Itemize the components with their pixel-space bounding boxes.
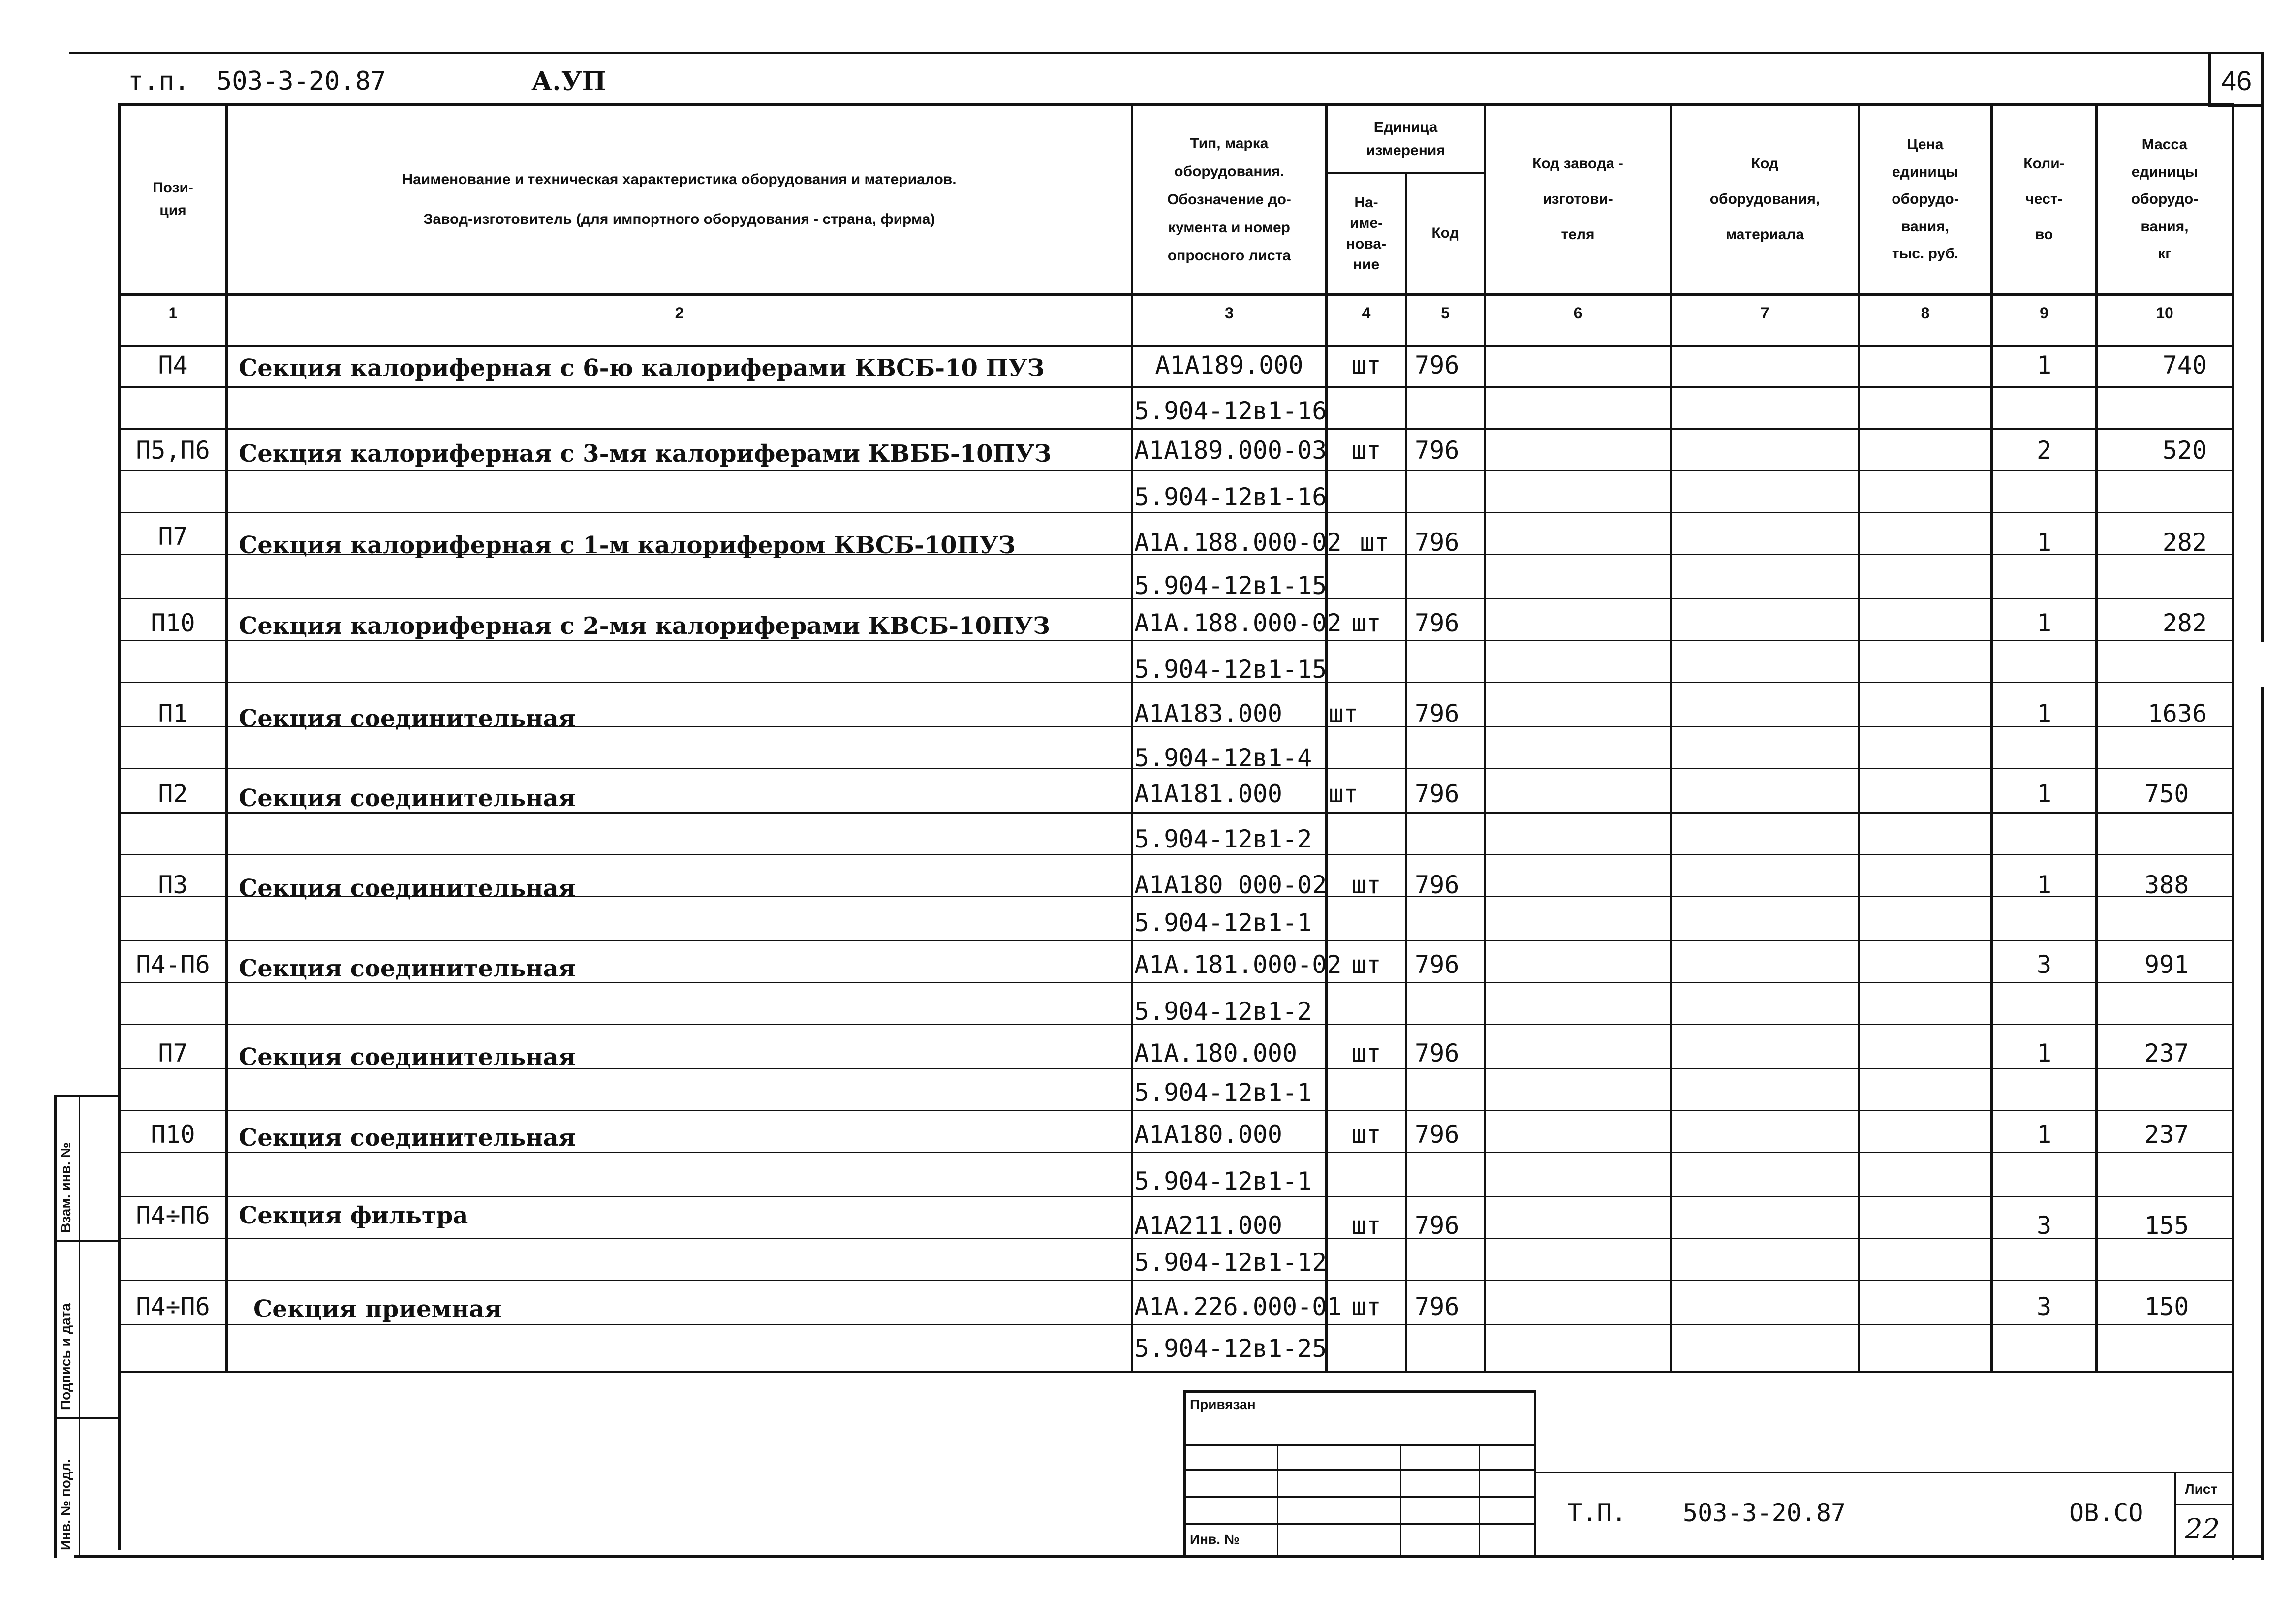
row-unit-code: 796 bbox=[1415, 436, 1459, 465]
page-number: 46 bbox=[2221, 64, 2252, 96]
row-sep bbox=[118, 1280, 2234, 1281]
row-quantity: 1 bbox=[2036, 1039, 2052, 1067]
row-position: П4÷П6 bbox=[136, 1201, 210, 1230]
header-type-line: Тип, марка bbox=[1190, 135, 1269, 152]
row-sep bbox=[118, 470, 2234, 471]
row-position: П7 bbox=[158, 522, 188, 551]
col-divider-9 bbox=[2095, 103, 2098, 1372]
header-maker-code bbox=[1486, 106, 1670, 293]
row-name: Секция соединительная bbox=[239, 875, 576, 902]
row-sep bbox=[118, 386, 2234, 388]
page-number-box-left bbox=[2208, 52, 2211, 106]
column-number: 6 bbox=[1573, 304, 1582, 322]
header-type-line: опросного листа bbox=[1167, 247, 1291, 264]
row-type: А1А189.000 bbox=[1155, 351, 1303, 379]
row-unit: шт bbox=[1329, 780, 1359, 808]
row-mass: 282 bbox=[2162, 528, 2207, 557]
header-type-line: Обозначение до- bbox=[1167, 191, 1291, 208]
header-unit-group-line: измерения bbox=[1366, 142, 1445, 158]
row-name: Секция калориферная с 2-мя калориферами КВСБ-10ПУЗ bbox=[239, 612, 1050, 640]
row-type: А1А180 000-02 bbox=[1134, 871, 1327, 899]
header-unit-group-line: Единица bbox=[1373, 119, 1438, 135]
row-sep bbox=[118, 512, 2234, 513]
header-position-line: Пози- bbox=[153, 179, 193, 196]
side-signature-label: Подпись и дата bbox=[58, 1303, 73, 1410]
row-quantity: 3 bbox=[2036, 1292, 2052, 1321]
row-unit-code: 796 bbox=[1415, 351, 1459, 379]
row-type: А1А211.000 bbox=[1134, 1211, 1283, 1240]
row-quantity: 1 bbox=[2036, 528, 2052, 557]
header-unit-name-line: ние bbox=[1353, 256, 1380, 273]
column-number: 7 bbox=[1760, 304, 1769, 322]
header-unit-name-line: нова- bbox=[1346, 235, 1387, 252]
column-number: 5 bbox=[1441, 304, 1450, 322]
row-position: П3 bbox=[158, 871, 188, 899]
col-divider-1 bbox=[225, 103, 228, 1372]
header-equipment-code-line: материала bbox=[1725, 226, 1804, 243]
row-document: 5.904-12в1-2 bbox=[1134, 825, 1312, 853]
row-document: 5.904-12в1-1 bbox=[1134, 909, 1312, 937]
row-mass: 388 bbox=[2144, 871, 2189, 899]
column-number: 3 bbox=[1225, 304, 1234, 322]
series-label: т.п. bbox=[128, 66, 190, 96]
row-unit: шт bbox=[1351, 1120, 1381, 1149]
header-mass-line: единицы bbox=[2131, 163, 2198, 180]
header-position-line: ция bbox=[159, 202, 186, 219]
title-mark: ОВ.СО bbox=[2069, 1499, 2143, 1527]
header-mass-line: оборудо- bbox=[2131, 191, 2199, 208]
title-series-label: Т.П. bbox=[1567, 1499, 1627, 1527]
header-name bbox=[228, 106, 1131, 293]
row-quantity: 3 bbox=[2036, 1211, 2052, 1240]
header-price-line: вания, bbox=[1901, 218, 1950, 235]
row-quantity: 1 bbox=[2036, 699, 2052, 728]
row-mass: 150 bbox=[2144, 1292, 2189, 1321]
column-number: 10 bbox=[2156, 304, 2173, 322]
header-equipment-code-line: оборудования, bbox=[1709, 191, 1820, 207]
row-document: 5.904-12в1-1 bbox=[1134, 1167, 1312, 1195]
row-document: 5.904-12в1-4 bbox=[1134, 744, 1312, 772]
bottom-border bbox=[74, 1555, 2264, 1558]
row-type: А1А189.000-03 bbox=[1134, 436, 1327, 465]
header-unit-name-line: На- bbox=[1354, 194, 1378, 211]
inventory-number-label: Инв. № bbox=[1190, 1532, 1240, 1547]
header-type-line: оборудования. bbox=[1174, 163, 1284, 180]
row-unit: шт bbox=[1351, 351, 1381, 379]
header-equipment-code-line: Код bbox=[1751, 156, 1779, 172]
row-name: Секция соединительная bbox=[239, 955, 576, 982]
row-position: П2 bbox=[158, 780, 188, 808]
row-document: 5.904-12в1-2 bbox=[1134, 997, 1312, 1026]
header-maker-code-line: изготови- bbox=[1543, 191, 1613, 207]
header-quantity bbox=[1993, 106, 2095, 293]
row-unit-code: 796 bbox=[1415, 950, 1459, 979]
right-border-lower bbox=[2261, 687, 2264, 1560]
row-type: А1А.181.000-02 bbox=[1134, 950, 1342, 979]
row-document: 5.904-12в1-16 bbox=[1134, 397, 1327, 425]
row-position: П4÷П6 bbox=[136, 1292, 210, 1321]
row-sep bbox=[118, 940, 2234, 941]
column-number: 9 bbox=[2040, 304, 2048, 322]
row-document: 5.904-12в1-25 bbox=[1134, 1334, 1327, 1363]
column-number: 4 bbox=[1362, 304, 1371, 322]
header-quantity-line: во bbox=[2035, 226, 2053, 243]
series-number: 503-3-20.87 bbox=[217, 66, 386, 96]
album-label: А.УП bbox=[531, 66, 606, 96]
header-price-line: Цена bbox=[1907, 136, 1944, 153]
header-bottom-1 bbox=[118, 293, 2234, 296]
header-unit-code-line: Код bbox=[1431, 225, 1459, 242]
row-name: Секция соединительная bbox=[239, 1124, 576, 1152]
header-unit-name bbox=[1328, 174, 1405, 293]
row-document: 5.904-12в1-15 bbox=[1134, 655, 1327, 684]
row-unit: шт bbox=[1351, 1292, 1381, 1321]
row-mass: 740 bbox=[2162, 351, 2207, 379]
header-price bbox=[1860, 106, 1990, 293]
linked-label: Привязан bbox=[1190, 1397, 1256, 1412]
header-price-line: оборудо- bbox=[1892, 191, 1959, 208]
col-divider-6 bbox=[1670, 103, 1672, 1372]
row-mass: 237 bbox=[2144, 1039, 2189, 1067]
row-name: Секция соединительная bbox=[239, 784, 576, 812]
row-type: А1А181.000 bbox=[1134, 780, 1283, 808]
row-type: А1А.226.000-01 bbox=[1134, 1292, 1342, 1321]
row-position: П5,П6 bbox=[136, 436, 210, 465]
col-divider-3 bbox=[1325, 103, 1328, 1372]
table-end bbox=[118, 1371, 2234, 1373]
header-maker-code-line: теля bbox=[1561, 226, 1595, 243]
header-mass-line: Масса bbox=[2141, 136, 2188, 153]
header-price-line: тыс. руб. bbox=[1892, 246, 1959, 262]
row-mass: 237 bbox=[2144, 1120, 2189, 1149]
row-name: Секция калориферная с 1-м калорифером КВСБ-10ПУЗ bbox=[239, 532, 1016, 559]
row-mass: 1636 bbox=[2147, 699, 2207, 728]
row-document: 5.904-12в1-12 bbox=[1134, 1248, 1327, 1277]
column-number: 2 bbox=[675, 304, 684, 322]
header-quantity-line: чест- bbox=[2025, 191, 2063, 207]
header-quantity-line: Коли- bbox=[2023, 156, 2065, 172]
row-quantity: 1 bbox=[2036, 871, 2052, 899]
row-unit-code: 796 bbox=[1415, 1120, 1459, 1149]
header-unit-name-line: име- bbox=[1349, 215, 1383, 231]
row-mass: 520 bbox=[2162, 436, 2207, 465]
row-name: Секция калориферная с 6-ю калориферами КВСБ-10 ПУЗ bbox=[239, 354, 1045, 382]
header-mass-line: кг bbox=[2158, 246, 2172, 262]
row-position: П4-П6 bbox=[136, 950, 210, 979]
header-mass-line: вания, bbox=[2141, 218, 2189, 235]
header-type bbox=[1133, 106, 1325, 293]
header-unit-group bbox=[1328, 106, 1484, 172]
header-maker-code-line: Код завода - bbox=[1532, 156, 1623, 172]
row-type: А1А.180.000 bbox=[1134, 1039, 1298, 1067]
row-unit: шт bbox=[1351, 1211, 1381, 1240]
row-document: 5.904-12в1-16 bbox=[1134, 483, 1327, 511]
row-unit-code: 796 bbox=[1415, 1292, 1459, 1321]
title-series-number: 503-3-20.87 bbox=[1683, 1499, 1846, 1527]
col-divider-2 bbox=[1131, 103, 1133, 1372]
row-type: А1А.188.000-02 bbox=[1134, 528, 1342, 557]
header-position bbox=[121, 106, 225, 293]
side-inventory-label: Инв. № подл. bbox=[58, 1459, 73, 1550]
row-name: Секция калориферная с 3-мя калориферами КВББ-10ПУЗ bbox=[239, 440, 1052, 468]
header-mass bbox=[2098, 106, 2232, 293]
row-name: Секция фильтра bbox=[239, 1202, 468, 1229]
row-unit-code: 796 bbox=[1415, 1039, 1459, 1067]
row-unit: шт bbox=[1351, 1039, 1381, 1067]
row-mass: 991 bbox=[2144, 950, 2189, 979]
row-mass: 750 bbox=[2144, 780, 2189, 808]
right-border bbox=[2261, 52, 2264, 642]
row-quantity: 2 bbox=[2036, 436, 2052, 465]
header-name-line: Наименование и техническая характеристика оборудования и материалов. bbox=[402, 171, 957, 188]
row-unit-code: 796 bbox=[1415, 609, 1459, 637]
row-unit-code: 796 bbox=[1415, 699, 1459, 728]
row-position: П4 bbox=[158, 351, 188, 379]
row-name: Секция приемная bbox=[253, 1295, 502, 1323]
row-unit: шт bbox=[1351, 609, 1381, 637]
row-quantity: 1 bbox=[2036, 351, 2052, 379]
row-unit: шт bbox=[1360, 528, 1390, 557]
header-price-line: единицы bbox=[1892, 163, 1958, 180]
col-divider-7 bbox=[1858, 103, 1860, 1372]
row-unit-code: 796 bbox=[1415, 871, 1459, 899]
col-divider-5 bbox=[1484, 103, 1486, 1372]
row-unit-code: 796 bbox=[1415, 780, 1459, 808]
row-sep bbox=[118, 1196, 2234, 1197]
row-position: П1 bbox=[158, 699, 188, 728]
sheet-number: 22 bbox=[2185, 1513, 2220, 1545]
row-type: А1А180.000 bbox=[1134, 1120, 1283, 1149]
sheet-label: Лист bbox=[2185, 1481, 2218, 1497]
row-mass: 282 bbox=[2162, 609, 2207, 637]
row-document: 5.904-12в1-15 bbox=[1134, 571, 1327, 600]
row-sep bbox=[118, 1324, 2234, 1325]
header-bottom-2 bbox=[118, 345, 2234, 347]
top-rule bbox=[69, 52, 2264, 54]
row-quantity: 1 bbox=[2036, 780, 2052, 808]
row-quantity: 1 bbox=[2036, 1120, 2052, 1149]
side-replace-label: Взам. инв. № bbox=[58, 1142, 73, 1233]
row-position: П10 bbox=[151, 1120, 195, 1149]
column-number: 8 bbox=[1921, 304, 1930, 322]
col-divider-8 bbox=[1990, 103, 1993, 1372]
row-quantity: 3 bbox=[2036, 950, 2052, 979]
row-position: П10 bbox=[151, 609, 195, 637]
row-unit-code: 796 bbox=[1415, 528, 1459, 557]
header-name-line: Завод-изготовитель (для импортного оборудования - страна, фирма) bbox=[423, 211, 935, 227]
row-unit: шт bbox=[1329, 699, 1359, 728]
row-unit: шт bbox=[1351, 436, 1381, 465]
row-quantity: 1 bbox=[2036, 609, 2052, 637]
header-unit-code bbox=[1407, 174, 1484, 293]
header-type-line: кумента и номер bbox=[1168, 219, 1291, 236]
row-mass: 155 bbox=[2144, 1211, 2189, 1240]
table-right bbox=[2232, 103, 2234, 1560]
row-unit-code: 796 bbox=[1415, 1211, 1459, 1240]
row-name: Секция соединительная bbox=[239, 1043, 576, 1071]
header-equipment-code bbox=[1672, 106, 1858, 293]
row-unit: шт bbox=[1351, 871, 1381, 899]
row-name: Секция соединительная bbox=[239, 705, 576, 732]
row-sep bbox=[118, 854, 2234, 855]
row-unit: шт bbox=[1351, 950, 1381, 979]
row-position: П7 bbox=[158, 1039, 188, 1067]
row-type: А1А.188.000-02 bbox=[1134, 609, 1342, 637]
row-sep bbox=[118, 428, 2234, 430]
row-sep bbox=[118, 1110, 2234, 1111]
col-divider-4 bbox=[1405, 172, 1407, 1372]
row-type: А1А183.000 bbox=[1134, 699, 1283, 728]
column-number: 1 bbox=[168, 304, 178, 322]
row-document: 5.904-12в1-1 bbox=[1134, 1078, 1312, 1107]
